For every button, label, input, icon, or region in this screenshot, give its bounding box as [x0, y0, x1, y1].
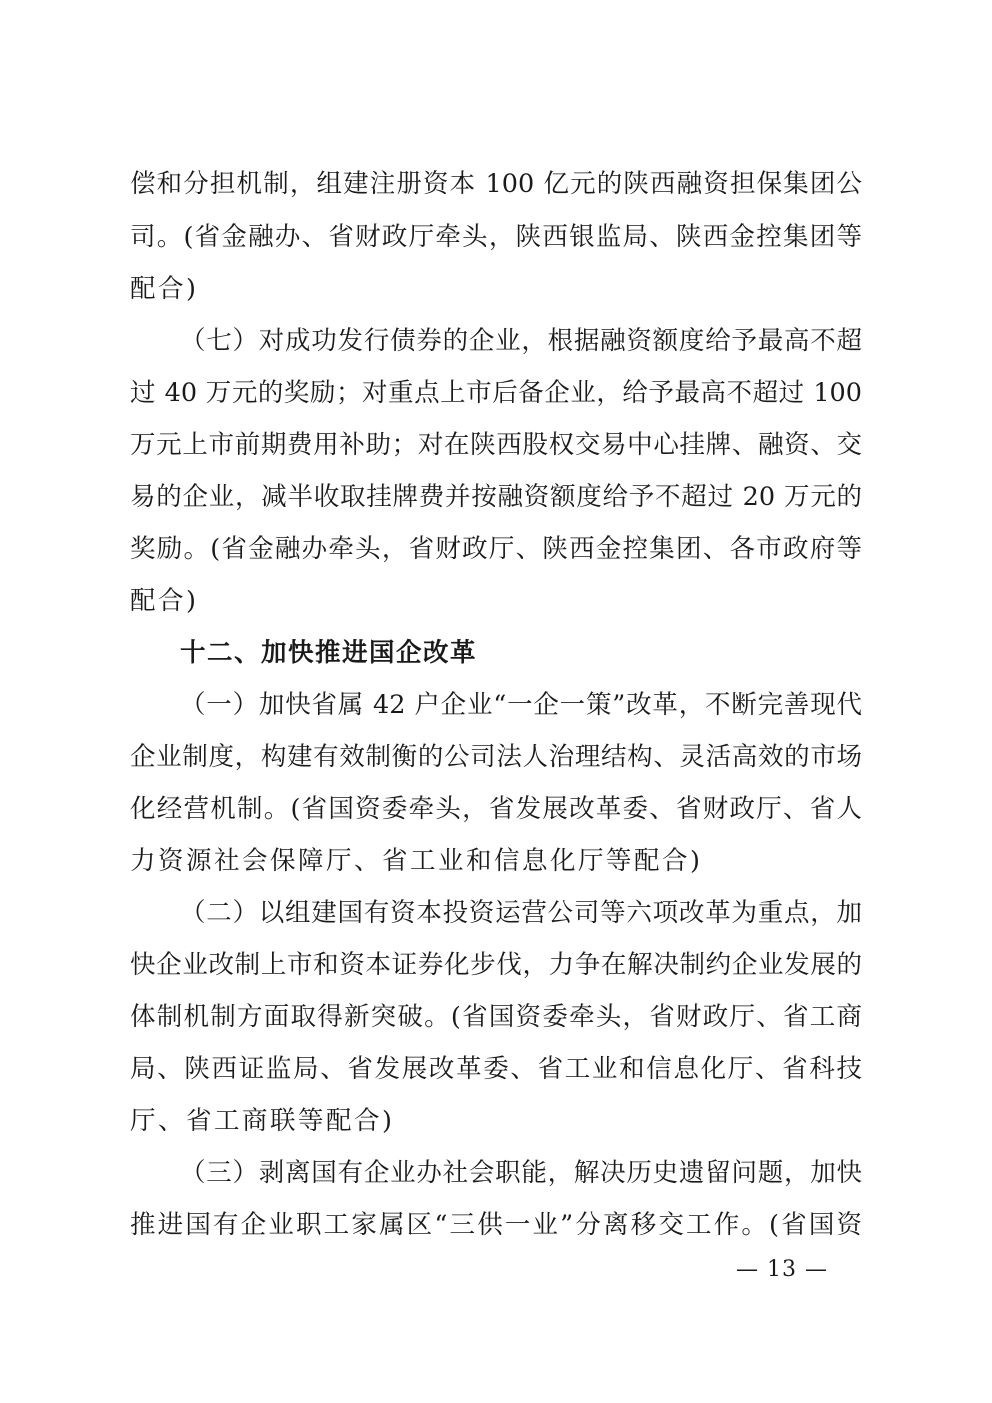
body-text-line: 推进国有企业职工家属区“三供一业”分离移交工作。(省国资 — [130, 1210, 862, 1240]
body-text-line: （三）剥离国有企业办社会职能，解决历史遗留问题，加快 — [180, 1158, 862, 1188]
body-text-line: （二）以组建国有资本投资运营公司等六项改革为重点，加 — [180, 898, 862, 928]
body-text-line: 快企业改制上市和资本证券化步伐，力争在解决制约企业发展的 — [130, 950, 862, 980]
body-text-line: （一）加快省属 42 户企业“一企一策”改革，不断完善现代 — [180, 690, 862, 720]
body-text-line: 偿和分担机制，组建注册资本 100 亿元的陕西融资担保集团公 — [130, 169, 862, 199]
body-text-line: 过 40 万元的奖励；对重点上市后备企业，给予最高不超过 100 — [130, 378, 862, 408]
body-text-line: 体制机制方面取得新突破。(省国资委牵头，省财政厅、省工商 — [130, 1002, 862, 1032]
page-number: — 13 — — [736, 1257, 828, 1282]
body-text-line: 司。(省金融办、省财政厅牵头，陕西银监局、陕西金控集团等 — [130, 222, 862, 252]
body-text-line: 企业制度，构建有效制衡的公司法人治理结构、灵活高效的市场 — [130, 742, 862, 772]
body-text-line: 化经营机制。(省国资委牵头，省发展改革委、省财政厅、省人 — [130, 794, 862, 824]
body-text-line: 万元上市前期费用补助；对在陕西股权交易中心挂牌、融资、交 — [130, 430, 862, 460]
body-text-line: 配合) — [130, 586, 199, 616]
body-text-line: （七）对成功发行债券的企业，根据融资额度给予最高不超 — [180, 326, 862, 356]
body-text-line: 力资源社会保障厅、省工业和信息化厅等配合) — [130, 846, 703, 876]
section-heading: 十二、加快推进国企改革 — [180, 638, 478, 668]
body-text-line: 奖励。(省金融办牵头，省财政厅、陕西金控集团、各市政府等 — [130, 534, 862, 564]
body-text-line: 局、陕西证监局、省发展改革委、省工业和信息化厅、省科技 — [130, 1054, 862, 1084]
body-text-line: 厅、省工商联等配合) — [130, 1106, 395, 1136]
body-text-line: 易的企业，减半收取挂牌费并按融资额度给予不超过 20 万元的 — [130, 482, 862, 512]
body-text-line: 配合) — [130, 274, 199, 304]
